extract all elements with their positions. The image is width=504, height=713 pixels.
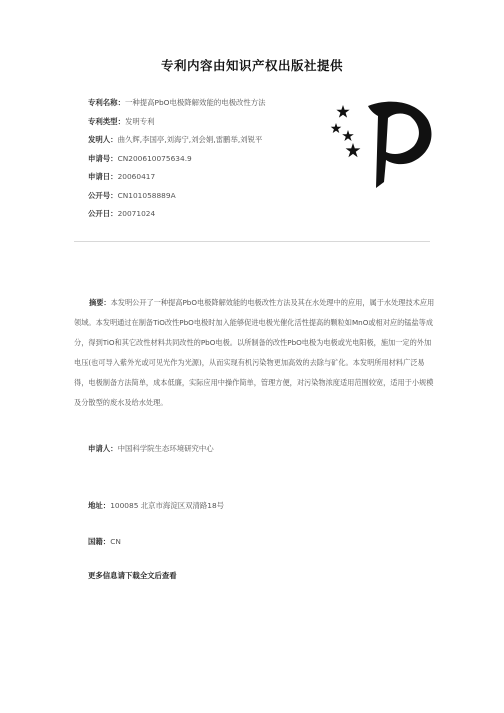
address-label: 地址： [88, 501, 111, 510]
meta-value: 20071024 [117, 209, 156, 218]
country-value: CN [110, 537, 121, 546]
meta-row-application-date [88, 172, 348, 191]
meta-row-publication-date [88, 209, 348, 228]
meta-label: 公开日： [88, 209, 118, 218]
star-icon [342, 130, 354, 141]
abstract-section [74, 293, 436, 413]
meta-row-application-number [88, 154, 348, 173]
address-value: 100085 北京市海淀区双清路18号 [110, 501, 225, 510]
applicant-label: 申请人： [88, 444, 118, 453]
country-label: 国籍： [88, 537, 111, 546]
logo-emblem [368, 102, 431, 188]
star-icon [331, 123, 342, 133]
meta-value: 一种提高PbO电极降解效能的电极改性方法 [124, 98, 266, 107]
address-row [88, 500, 388, 511]
applicant-value: 中国科学院生态环境研究中心 [117, 444, 214, 453]
meta-label: 申请日： [88, 172, 118, 181]
meta-row-patent-name [88, 98, 348, 117]
abstract-text: 本发明公开了一种提高PbO电极降解效能的电极改性方法及其在水处理中的应用，属于水处理技术应用领域。本发明通过在制备TiO改性PbO电极时加入能够促进电极光催化活性提高的颗粒如MnO或相对应的锰盐等成分，得到TiO和其它改性材料共同改性的PbO电极。以所制备的改性PbO电极为电极或光电阳极，施加一定的外加电压(也可导入紫外光或可见光作为光源)，从而实现有机污染物更加高效的去除与矿化。本发明所用材料广泛易得，电极制备方法简单，成本低廉，实际应用中操作简单，管理方便，对污染物浓度适用范围较宽，适用于小规模及分散型的废水及给水处理。 [74, 298, 435, 407]
meta-value: CN101058889A [117, 190, 176, 200]
meta-value: CN200610075634.9 [117, 153, 192, 163]
meta-value: 20060417 [117, 172, 156, 181]
meta-label: 专利名称： [88, 98, 125, 107]
patent-metadata [88, 98, 348, 228]
abstract-label: 摘要： [89, 298, 111, 307]
meta-row-patent-type [88, 117, 348, 136]
more-info-note: 更多信息请下载全文后查看 [88, 571, 177, 580]
meta-label: 申请号： [88, 153, 118, 163]
applicant-row [88, 443, 388, 454]
meta-row-inventors [88, 135, 348, 154]
page-title: 专利内容由知识产权出版社提供 [160, 58, 343, 73]
meta-value: 曲久辉,李国亭,刘海宁,刘会娟,雷鹏举,刘锐平 [117, 135, 263, 144]
meta-row-publication-number [88, 191, 348, 210]
meta-label: 发明人： [88, 135, 118, 144]
meta-value: 发明专利 [124, 116, 155, 126]
country-row [88, 536, 388, 547]
section-divider [74, 241, 430, 242]
publisher-logo-icon [330, 96, 442, 192]
star-icon [346, 143, 361, 157]
meta-label: 公开号： [88, 190, 118, 200]
meta-label: 专利类型： [88, 116, 125, 126]
star-icon [336, 105, 349, 118]
